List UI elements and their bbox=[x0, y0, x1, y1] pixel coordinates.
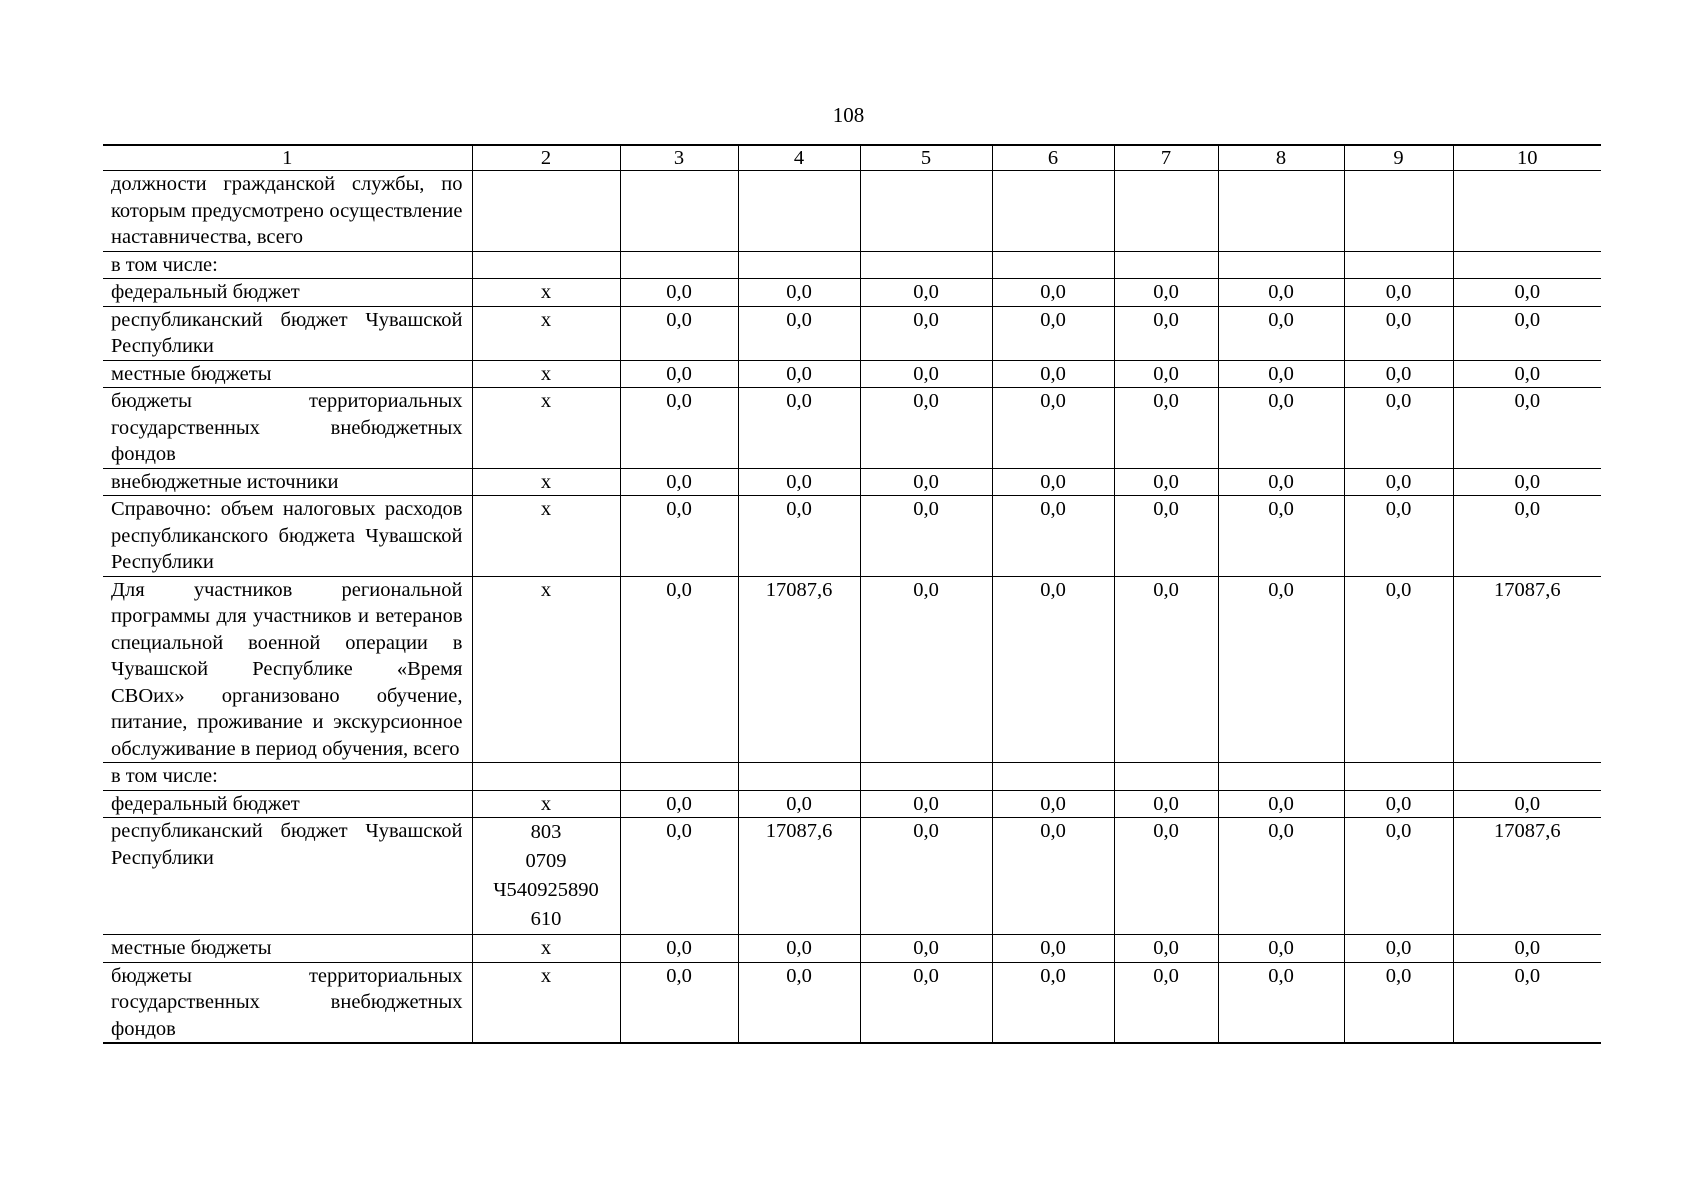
value-cell: 0,0 bbox=[1218, 468, 1344, 496]
value-cell: 0,0 bbox=[1344, 818, 1453, 935]
value-cell: 0,0 bbox=[992, 962, 1114, 1043]
value-cell: 0,0 bbox=[992, 818, 1114, 935]
value-cell: 0,0 bbox=[1114, 935, 1218, 963]
value-cell: 0,0 bbox=[860, 576, 992, 763]
value-cell: 0,0 bbox=[1344, 790, 1453, 818]
value-cell: 0,0 bbox=[860, 360, 992, 388]
table-row bbox=[103, 576, 1601, 763]
budget-code-line: 803 bbox=[530, 821, 562, 843]
table-row bbox=[103, 818, 1601, 935]
value-cell: 0,0 bbox=[1114, 360, 1218, 388]
value-cell: 0,0 bbox=[1344, 576, 1453, 763]
value-cell: 0,0 bbox=[1344, 388, 1453, 469]
budget-code-cell: х bbox=[472, 306, 620, 360]
budget-code-cell: х bbox=[472, 790, 620, 818]
value-cell: 0,0 bbox=[1114, 388, 1218, 469]
row-label: в том числе: bbox=[103, 251, 472, 279]
value-cell: 0,0 bbox=[1218, 576, 1344, 763]
value-cell: 0,0 bbox=[860, 790, 992, 818]
row-label: должности гражданской службы, по которым предусмотрено осуществление наставничества, всего bbox=[103, 171, 472, 252]
budget-code-cell: х bbox=[472, 388, 620, 469]
value-cell: 0,0 bbox=[738, 306, 860, 360]
value-cell bbox=[620, 251, 738, 279]
table-row bbox=[103, 306, 1601, 360]
column-number-cell: 8 bbox=[1218, 145, 1344, 171]
row-label: Для участников региональной программы для участников и ветеранов специальной военной операции в Чувашской Республике «Время СВОих» организовано обучение, питание, проживание и экскурсионное обслуживание в период обучения, всего bbox=[103, 576, 472, 763]
value-cell: 0,0 bbox=[1114, 790, 1218, 818]
value-cell bbox=[1344, 251, 1453, 279]
value-cell: 0,0 bbox=[860, 279, 992, 307]
value-cell: 0,0 bbox=[1218, 935, 1344, 963]
row-label: местные бюджеты bbox=[103, 360, 472, 388]
value-cell: 0,0 bbox=[992, 576, 1114, 763]
column-number-cell: 4 bbox=[738, 145, 860, 171]
value-cell: 0,0 bbox=[1114, 306, 1218, 360]
value-cell: 0,0 bbox=[1344, 306, 1453, 360]
value-cell: 0,0 bbox=[738, 388, 860, 469]
value-cell: 0,0 bbox=[860, 818, 992, 935]
row-label: бюджеты территориальных государственных внебюджетных фондов bbox=[103, 388, 472, 469]
budget-code-cell bbox=[472, 251, 620, 279]
value-cell: 0,0 bbox=[620, 790, 738, 818]
value-cell bbox=[1218, 251, 1344, 279]
table-body bbox=[103, 171, 1601, 1044]
row-label: бюджеты территориальных государственных внебюджетных фондов bbox=[103, 962, 472, 1043]
value-cell bbox=[1114, 171, 1218, 252]
value-cell: 0,0 bbox=[992, 279, 1114, 307]
value-cell: 0,0 bbox=[738, 962, 860, 1043]
value-cell bbox=[620, 763, 738, 791]
value-cell bbox=[860, 251, 992, 279]
value-cell: 0,0 bbox=[1218, 496, 1344, 577]
value-cell bbox=[1218, 171, 1344, 252]
value-cell: 0,0 bbox=[1453, 360, 1601, 388]
value-cell: 0,0 bbox=[620, 306, 738, 360]
value-cell: 0,0 bbox=[738, 496, 860, 577]
value-cell: 0,0 bbox=[620, 360, 738, 388]
value-cell: 0,0 bbox=[620, 935, 738, 963]
value-cell: 0,0 bbox=[1344, 279, 1453, 307]
value-cell: 0,0 bbox=[992, 935, 1114, 963]
value-cell bbox=[738, 171, 860, 252]
row-label: Справочно: объем налоговых расходов республиканского бюджета Чувашской Республики bbox=[103, 496, 472, 577]
value-cell: 0,0 bbox=[620, 279, 738, 307]
value-cell: 0,0 bbox=[1218, 306, 1344, 360]
value-cell bbox=[1453, 171, 1601, 252]
value-cell: 0,0 bbox=[620, 468, 738, 496]
value-cell bbox=[1453, 251, 1601, 279]
value-cell: 0,0 bbox=[1344, 935, 1453, 963]
value-cell: 0,0 bbox=[1453, 962, 1601, 1043]
value-cell bbox=[1453, 763, 1601, 791]
value-cell: 0,0 bbox=[992, 496, 1114, 577]
row-label: республиканский бюджет Чувашской Республики bbox=[103, 818, 472, 935]
budget-code-cell: х bbox=[472, 935, 620, 963]
value-cell: 0,0 bbox=[992, 790, 1114, 818]
value-cell: 0,0 bbox=[1218, 790, 1344, 818]
row-label: местные бюджеты bbox=[103, 935, 472, 963]
table-row bbox=[103, 388, 1601, 469]
value-cell: 0,0 bbox=[1453, 306, 1601, 360]
budget-code-cell: х bbox=[472, 576, 620, 763]
column-number-row bbox=[103, 145, 1601, 171]
table-row bbox=[103, 468, 1601, 496]
value-cell: 0,0 bbox=[1114, 468, 1218, 496]
value-cell: 0,0 bbox=[1114, 818, 1218, 935]
value-cell bbox=[1218, 763, 1344, 791]
value-cell: 0,0 bbox=[1453, 279, 1601, 307]
column-number-cell: 7 bbox=[1114, 145, 1218, 171]
budget-code-line: 610 bbox=[530, 908, 562, 930]
value-cell: 0,0 bbox=[1218, 818, 1344, 935]
table-row bbox=[103, 935, 1601, 963]
value-cell: 0,0 bbox=[738, 790, 860, 818]
budget-table bbox=[103, 144, 1601, 1044]
table-row bbox=[103, 962, 1601, 1043]
value-cell: 0,0 bbox=[1453, 935, 1601, 963]
value-cell: 0,0 bbox=[1344, 468, 1453, 496]
budget-code-cell bbox=[472, 171, 620, 252]
value-cell: 0,0 bbox=[1114, 962, 1218, 1043]
value-cell: 0,0 bbox=[860, 935, 992, 963]
value-cell: 0,0 bbox=[1453, 496, 1601, 577]
budget-code-cell: х bbox=[472, 279, 620, 307]
value-cell: 17087,6 bbox=[1453, 818, 1601, 935]
value-cell: 0,0 bbox=[620, 962, 738, 1043]
value-cell: 0,0 bbox=[1344, 360, 1453, 388]
value-cell: 0,0 bbox=[738, 360, 860, 388]
table-row bbox=[103, 171, 1601, 252]
value-cell: 0,0 bbox=[860, 306, 992, 360]
column-number-cell: 5 bbox=[860, 145, 992, 171]
table-row bbox=[103, 251, 1601, 279]
budget-code-cell bbox=[472, 818, 620, 935]
column-number-cell: 9 bbox=[1344, 145, 1453, 171]
table-row bbox=[103, 790, 1601, 818]
value-cell: 0,0 bbox=[860, 388, 992, 469]
value-cell bbox=[738, 763, 860, 791]
row-label: федеральный бюджет bbox=[103, 790, 472, 818]
column-number-cell: 1 bbox=[103, 145, 472, 171]
value-cell bbox=[992, 763, 1114, 791]
budget-code-line: Ч540925890 bbox=[493, 879, 599, 901]
budget-code-cell bbox=[472, 763, 620, 791]
row-label: в том числе: bbox=[103, 763, 472, 791]
value-cell: 0,0 bbox=[1218, 962, 1344, 1043]
value-cell bbox=[860, 171, 992, 252]
value-cell bbox=[992, 171, 1114, 252]
value-cell: 0,0 bbox=[620, 496, 738, 577]
value-cell bbox=[1344, 763, 1453, 791]
value-cell: 0,0 bbox=[620, 818, 738, 935]
budget-code-cell: х bbox=[472, 496, 620, 577]
table-row bbox=[103, 360, 1601, 388]
value-cell bbox=[1114, 251, 1218, 279]
value-cell: 0,0 bbox=[860, 962, 992, 1043]
column-number-cell: 2 bbox=[472, 145, 620, 171]
table-row bbox=[103, 763, 1601, 791]
budget-code-cell: х bbox=[472, 360, 620, 388]
value-cell: 0,0 bbox=[1453, 388, 1601, 469]
value-cell: 17087,6 bbox=[738, 818, 860, 935]
value-cell: 17087,6 bbox=[738, 576, 860, 763]
value-cell: 0,0 bbox=[1344, 962, 1453, 1043]
value-cell: 0,0 bbox=[738, 279, 860, 307]
budget-code-cell: х bbox=[472, 962, 620, 1043]
value-cell: 0,0 bbox=[620, 388, 738, 469]
value-cell: 17087,6 bbox=[1453, 576, 1601, 763]
value-cell: 0,0 bbox=[992, 468, 1114, 496]
value-cell bbox=[738, 251, 860, 279]
value-cell: 0,0 bbox=[1453, 468, 1601, 496]
value-cell: 0,0 bbox=[1114, 279, 1218, 307]
value-cell: 0,0 bbox=[738, 935, 860, 963]
value-cell: 0,0 bbox=[992, 360, 1114, 388]
value-cell: 0,0 bbox=[1218, 388, 1344, 469]
value-cell bbox=[860, 763, 992, 791]
column-number-cell: 3 bbox=[620, 145, 738, 171]
value-cell bbox=[1344, 171, 1453, 252]
value-cell: 0,0 bbox=[620, 576, 738, 763]
value-cell bbox=[620, 171, 738, 252]
value-cell: 0,0 bbox=[992, 388, 1114, 469]
value-cell: 0,0 bbox=[860, 468, 992, 496]
budget-code-cell: х bbox=[472, 468, 620, 496]
value-cell: 0,0 bbox=[860, 496, 992, 577]
row-label: республиканский бюджет Чувашской Республики bbox=[103, 306, 472, 360]
value-cell: 0,0 bbox=[1453, 790, 1601, 818]
budget-code-line: 0709 bbox=[525, 850, 567, 872]
row-label: федеральный бюджет bbox=[103, 279, 472, 307]
value-cell: 0,0 bbox=[1218, 279, 1344, 307]
value-cell: 0,0 bbox=[738, 468, 860, 496]
value-cell: 0,0 bbox=[992, 306, 1114, 360]
table-row bbox=[103, 279, 1601, 307]
column-number-cell: 10 bbox=[1453, 145, 1601, 171]
table-row bbox=[103, 496, 1601, 577]
column-number-cell: 6 bbox=[992, 145, 1114, 171]
row-label: внебюджетные источники bbox=[103, 468, 472, 496]
value-cell: 0,0 bbox=[1114, 496, 1218, 577]
value-cell: 0,0 bbox=[1344, 496, 1453, 577]
value-cell: 0,0 bbox=[1218, 360, 1344, 388]
page-number: 108 bbox=[832, 103, 865, 127]
value-cell: 0,0 bbox=[1114, 576, 1218, 763]
value-cell bbox=[992, 251, 1114, 279]
value-cell bbox=[1114, 763, 1218, 791]
